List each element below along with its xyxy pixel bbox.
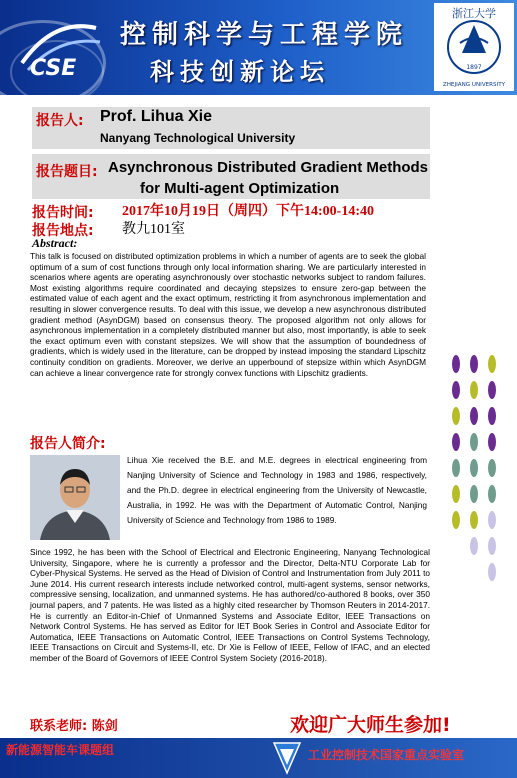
bio-text-part2: Since 1992, he has been with the School of Electrical and Electronic Engineering, Nanyang Technological University, Singapore, where he is currently a professor and the Director, Delta-NTU Corporate Lab for Cyber-Physical Systems. He served as the Head of Division of Control and Instrumentation from July 2011 to June 2014. His current research interests include networked control, multi-agent systems, sensor networks, compressive sensing, localization, and unmanned systems. He has authored/co-authored 8 books, over 350 journal papers, and 7 patents. He was listed as a highly cited researcher by Thomson Reuters in 2014-2017. He is currently an Editor-in-Chief of Unmanned Systems and Associate Editor, IEEE Transactions on Network Control Systems. He has served as Editor for IET Book Series in Control and Associate Editor for Automatica, IEEE Transactions on Automatic Control, IEEE Transactions on Control Systems Technology, IEEE Transactions on Circuit and Systems-II, etc. Dr Xie is Fellow of IEEE, Fellow of IFAC, and an elected member of the Board of Governors of IEEE Control System Society (2016-2018). [30, 547, 430, 663]
cse-label: CSE [30, 56, 77, 81]
zju-year-text: 1897 [466, 64, 482, 71]
place-value: 教九101室 [122, 222, 185, 237]
decorative-dot [452, 407, 460, 425]
decorative-dot [470, 537, 478, 555]
decorative-dot [488, 381, 496, 399]
decorative-dot [488, 511, 496, 529]
zju-logo-icon [434, 3, 514, 91]
footer-right-text: 工业控制技术国家重点实验室 [308, 748, 465, 762]
decorative-dot [470, 407, 478, 425]
decorative-dot [470, 381, 478, 399]
decorative-dot [470, 485, 478, 503]
topic-line2: for Multi-agent Optimization [140, 180, 340, 197]
place-label: 报告地点: [32, 223, 94, 239]
zju-en-text: ZHEJIANG UNIVERSITY [442, 82, 506, 88]
forum-title-line1: 控制科学与工程学院 [120, 20, 409, 50]
decorative-dot [470, 355, 478, 373]
welcome-text: 欢迎广大师生参加! [290, 714, 451, 736]
bio-label: 报告人简介: [30, 436, 106, 452]
decorative-dot [488, 537, 496, 555]
abstract-label: Abstract: [32, 236, 78, 250]
contact-teacher: 联系老师: 陈剑 [30, 719, 118, 734]
header-banner [0, 0, 517, 95]
decorative-dot [452, 355, 460, 373]
decorative-dot [470, 459, 478, 477]
time-label: 报告时间: [32, 205, 94, 221]
topic-label: 报告题目: [36, 164, 98, 180]
speaker-photo [30, 455, 120, 540]
decorative-dot [470, 511, 478, 529]
decorative-dot [488, 459, 496, 477]
decorative-dot [452, 381, 460, 399]
lab-logo-icon [272, 741, 302, 775]
decorative-dot [452, 433, 460, 451]
topic-line1: Asynchronous Distributed Gradient Methods [108, 159, 429, 176]
forum-title-line2: 科技创新论坛 [150, 58, 330, 86]
time-value: 2017年10月19日（周四）下午14:00-14:40 [122, 204, 374, 219]
decorative-dot [488, 407, 496, 425]
speaker-portrait-icon [30, 455, 120, 540]
decorative-dot [488, 485, 496, 503]
zju-cn-text: 浙江大学 [452, 7, 496, 20]
decorative-dot [488, 433, 496, 451]
footer-left-text: 新能源智能车课题组 [6, 743, 115, 757]
speaker-name: Prof. Lihua Xie [100, 108, 213, 125]
speaker-institution: Nanyang Technological University [100, 131, 296, 145]
decorative-dot [452, 511, 460, 529]
bio-text-part1: Lihua Xie received the B.E. and M.E. degrees in electrical engineering from Nanjing University of Science and Technology in 1983 and 1986, respectively, and the Ph.D. degree in electrical engineering from the University of Newcastle, Australia, in 1992. He was with the Department of Automatic Control, Nanjing University of Science and Technology from 1986 to 1989. [127, 455, 427, 525]
decorative-dot [470, 433, 478, 451]
speaker-label: 报告人: [36, 113, 84, 129]
decorative-dot [452, 459, 460, 477]
decorative-dots [450, 355, 510, 595]
decorative-dot [452, 485, 460, 503]
decorative-dot [488, 355, 496, 373]
abstract-text: This talk is focused on distributed optimization problems in which a number of agents are to seek the global optimum of a sum of cost functions through only local information sharing. We are particularly interested in scenarios where agents are operating asynchronously over stochastic networks subject to random failures. Most existing algorithms require coordinated and decaying stepsizes to ensure zero-gap between the estimated value of each agent and the exact optimum, restricting it from asynchronous implementation and resulting in slower convergence results. To deal with this issue, we develop a new asynchronous distributed gradient method (AsynDGM) based on consensus theory. The proposed algorithm not only allows for asynchronous implementation in a completely distributed manner but also, most importantly, is able to seek the exact optimum even with constant stepsizes. We will show that the assumption of boundedness of gradients, which is widely used in the literature, can be dropped by instead imposing the standard Lipschitz continuity condition on gradients. Moreover, we derive an upperbound of stepsize within which AsynDGM can achieve a linear convergence rate for strongly convex functions with Lipschitz gradients. [30, 251, 426, 378]
decorative-dot [488, 563, 496, 581]
